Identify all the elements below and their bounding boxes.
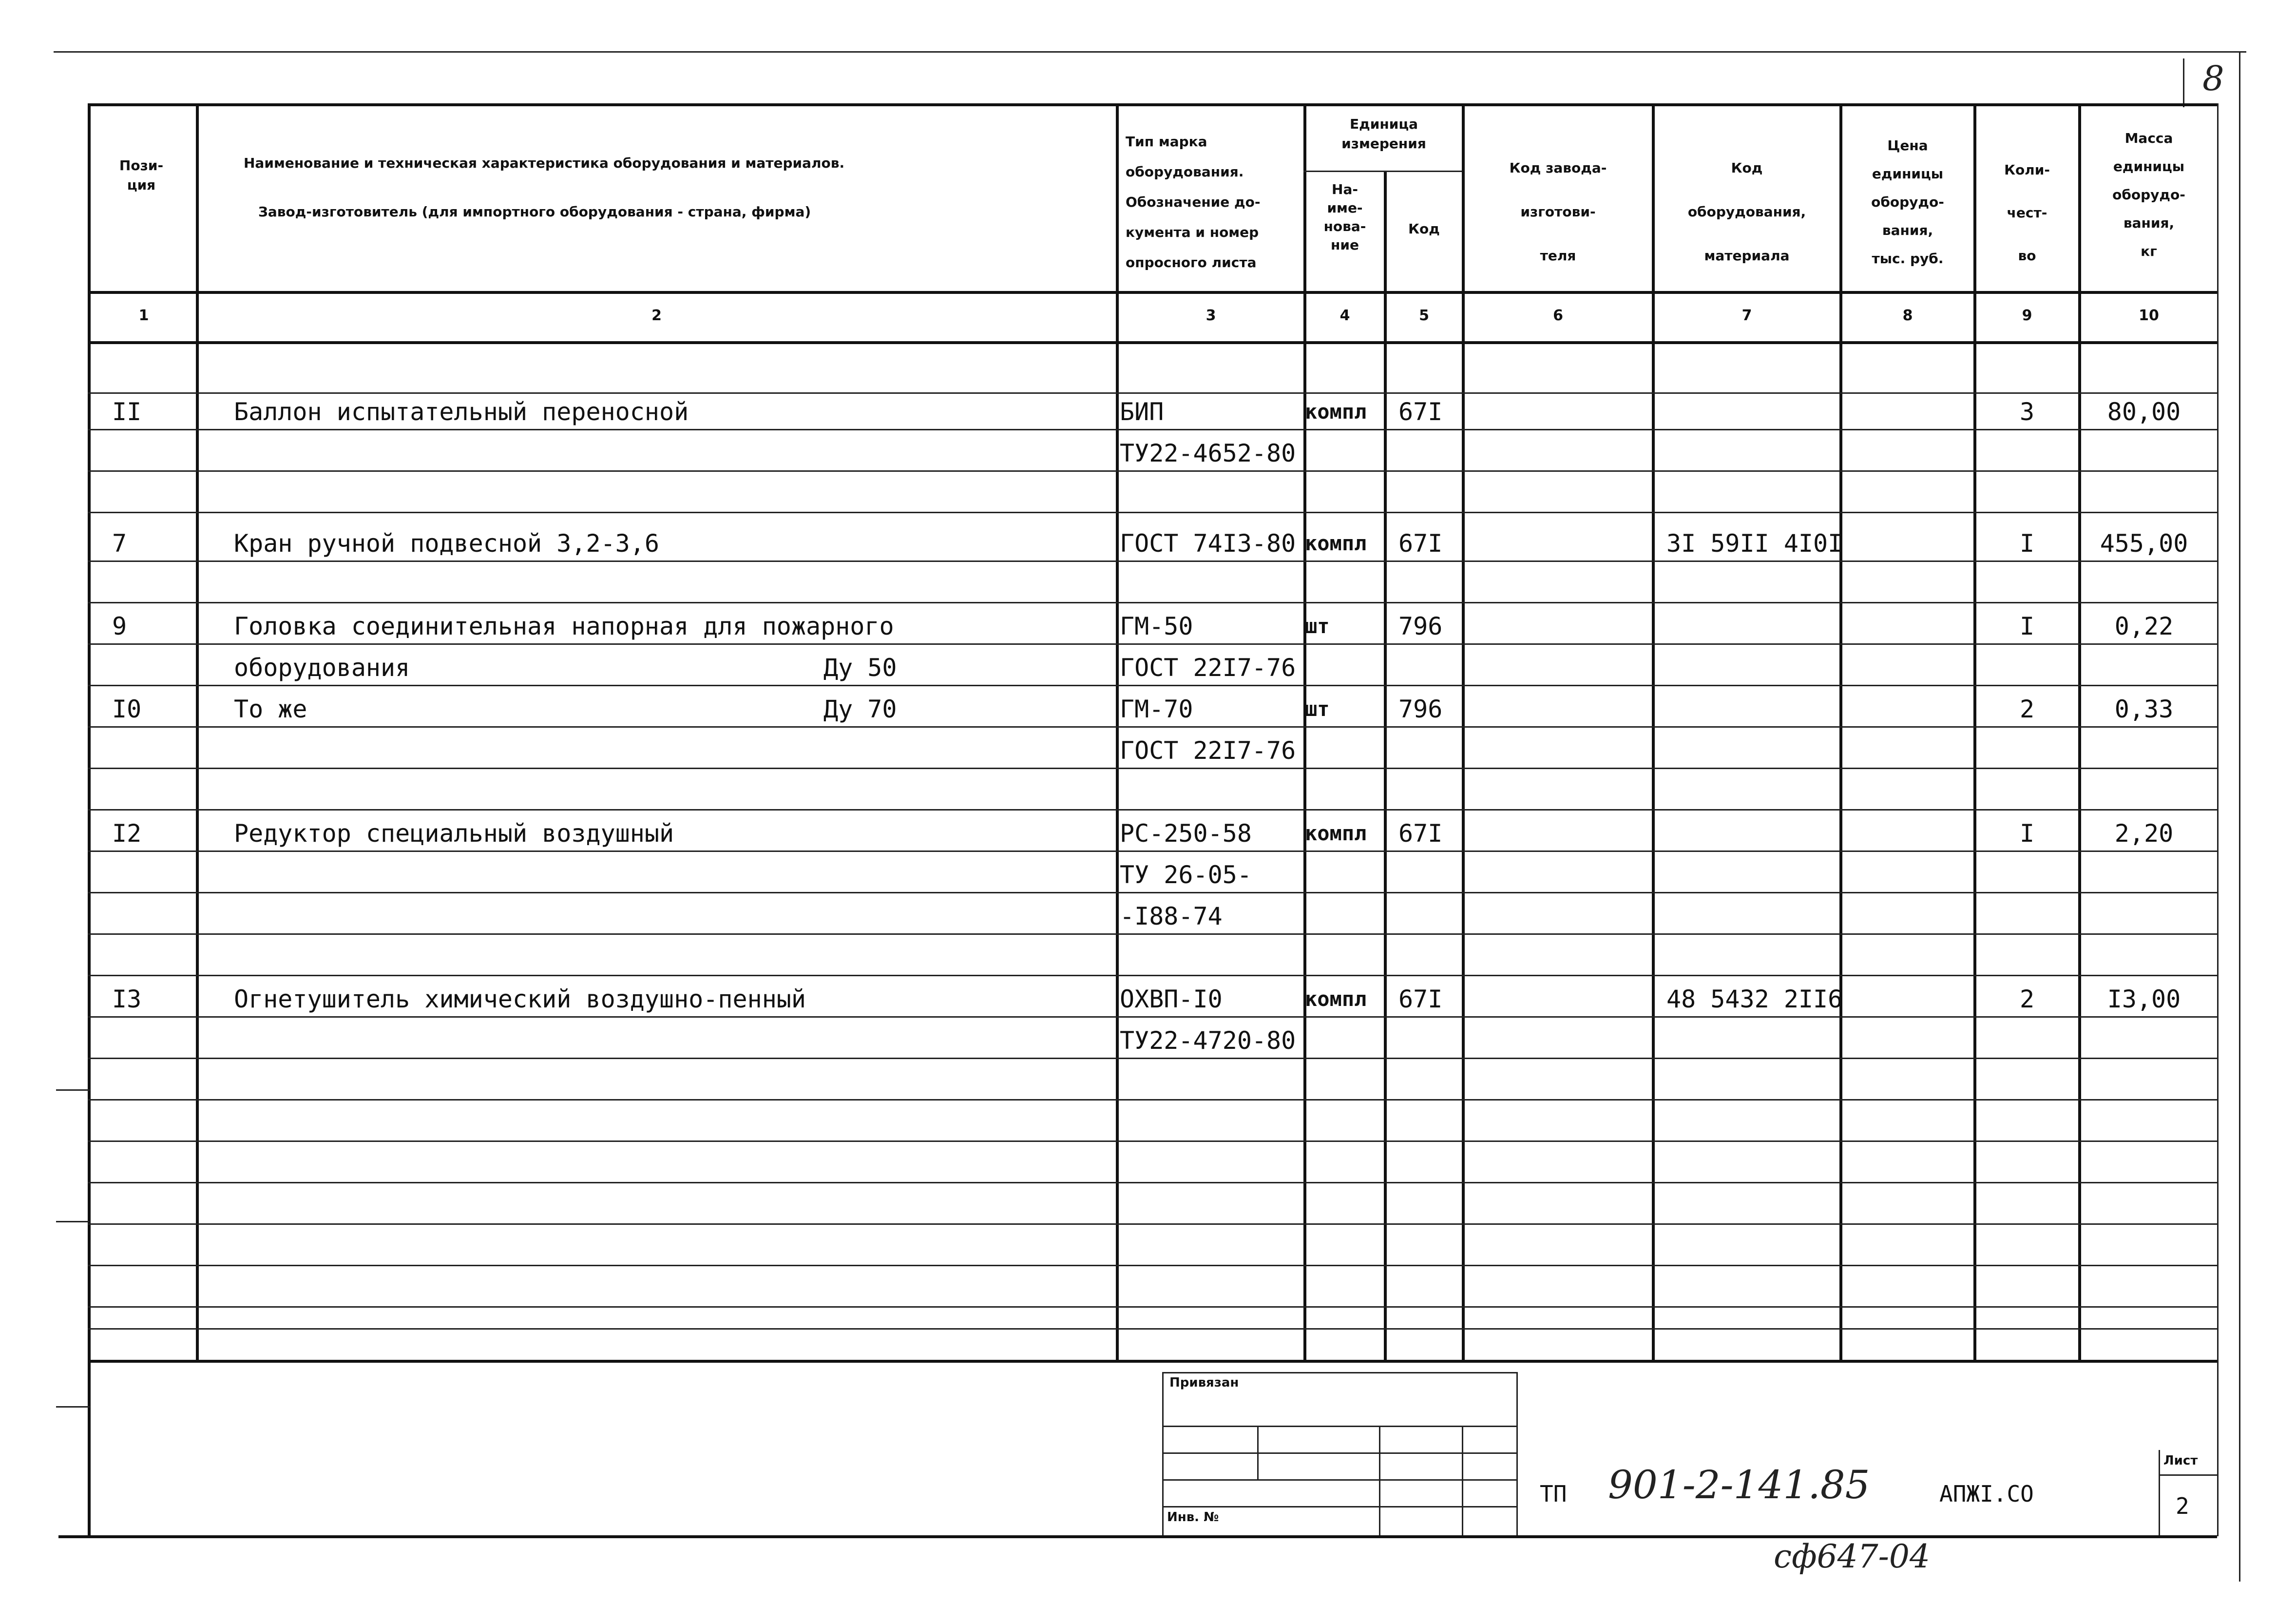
header-col5: Код (1408, 221, 1440, 237)
cell-unit-code: 67I (1398, 985, 1443, 1013)
colnum-9: 9 (2022, 307, 2032, 324)
cell-unit: шт (1305, 697, 1330, 721)
table-row-line (88, 512, 2217, 513)
header-col7: Код оборудования, материала (1687, 160, 1806, 264)
cell-position: I2 (112, 819, 142, 848)
table-left-line (88, 103, 91, 1536)
cell-type: ГОСТ 74I3-80 (1120, 529, 1296, 558)
cell-type: ГОСТ 22I7-76 (1120, 654, 1296, 682)
unit-group-line (1303, 171, 1462, 172)
privyazan-label: Привязан (1169, 1375, 1239, 1390)
cell-name-extra: Ду 70 (823, 695, 897, 723)
cell-unit: компл (1305, 987, 1367, 1011)
corner-box-left (2183, 58, 2184, 107)
header-col3: Тип марка оборудования. Обозначение до- кумента и номер опросного листа (1126, 134, 1261, 270)
privyazan-grid-v3 (1462, 1426, 1463, 1535)
table-row-line (88, 768, 2217, 769)
table-row-line (88, 429, 2217, 430)
privyazan-grid-h2 (1162, 1452, 1518, 1454)
cell-type: ТУ22-4652-80 (1120, 439, 1296, 467)
table-row-line (88, 470, 2217, 472)
cell-type: БИП (1120, 398, 1164, 426)
cell-type: ГМ-70 (1120, 695, 1193, 723)
cell-type: ГОСТ 22I7-76 (1120, 736, 1296, 765)
cell-quantity: I (2019, 612, 2035, 640)
cell-equip-code: 48 5432 2II6 (1666, 985, 1843, 1013)
cell-position: 9 (112, 612, 127, 640)
table-row-line (88, 726, 2217, 728)
colnum-4: 4 (1339, 307, 1350, 324)
table-row-line (88, 1306, 2217, 1308)
cell-equip-code: 3I 59II 4I0I (1666, 529, 1843, 558)
colnum-bottom-line (88, 341, 2217, 344)
table-row-line (88, 1140, 2217, 1142)
list-box-left (2159, 1450, 2160, 1535)
table-row-line (88, 1099, 2217, 1101)
cell-unit-code: 796 (1398, 695, 1443, 723)
colnum-10: 10 (2139, 307, 2159, 324)
cell-unit-code: 796 (1398, 612, 1443, 640)
cell-unit-code: 67I (1398, 398, 1443, 426)
table-row-line (88, 1328, 2217, 1330)
table-row-line (88, 1058, 2217, 1059)
table-row-line (88, 850, 2217, 852)
right-frame-line (2239, 51, 2240, 1582)
header-col1: Пози- ция (119, 157, 164, 193)
colnum-3: 3 (1205, 307, 1216, 324)
cell-mass: 455,00 (2100, 529, 2188, 558)
colnum-2: 2 (651, 307, 662, 324)
cell-position: I3 (112, 985, 142, 1013)
cell-type: ТУ22-4720-80 (1120, 1026, 1296, 1055)
privyazan-grid-v1 (1257, 1426, 1259, 1479)
left-margin-tick (56, 1406, 90, 1408)
cell-name-extra: Ду 50 (823, 654, 897, 682)
doc-code: АПЖI.СО (1939, 1481, 2034, 1507)
table-row-line (88, 560, 2217, 562)
cell-type: ОХВП-I0 (1120, 985, 1223, 1013)
header-col4: На- име- нова- ние (1323, 181, 1366, 253)
privyazan-top (1162, 1372, 1518, 1373)
table-row-line (88, 1265, 2217, 1266)
cell-unit: компл (1305, 821, 1367, 845)
project-number: 901-2-141.85 (1608, 1462, 1870, 1507)
colnum-1: 1 (138, 307, 149, 324)
table-row-line (88, 1223, 2217, 1225)
cell-name: Головка соединительная напорная для пожарного (234, 612, 894, 640)
cell-unit: компл (1305, 400, 1367, 424)
cell-name: оборудования (234, 654, 410, 682)
cell-type: ТУ 26-05- (1120, 861, 1252, 889)
top-border-line (54, 51, 2246, 53)
privyazan-grid-v2 (1379, 1426, 1380, 1535)
cell-position: I0 (112, 695, 142, 723)
table-row-line (88, 685, 2217, 686)
colnum-6: 6 (1553, 307, 1563, 324)
cell-unit: компл (1305, 531, 1367, 555)
header-col2-line1: Наименование и техническая характеристика оборудования и материалов. (244, 155, 845, 171)
table-row-line (88, 975, 2217, 976)
table-right-line (2217, 103, 2219, 1536)
cell-type: ГМ-50 (1120, 612, 1193, 640)
header-col9: Коли- чест- во (2004, 162, 2050, 264)
colnum-7: 7 (1741, 307, 1752, 324)
left-margin-tick (56, 1221, 90, 1222)
cell-name: Кран ручной подвесной 3,2-3,6 (234, 529, 659, 558)
left-margin-tick (56, 1089, 90, 1091)
sheet-corner-number: 8 (2202, 58, 2224, 98)
cell-quantity: 2 (2019, 695, 2035, 723)
cell-position: 7 (112, 529, 127, 558)
header-col6: Код завода- изготови- теля (1509, 160, 1607, 264)
stamp-top-line (88, 1360, 2217, 1363)
table-row-line (88, 392, 2217, 394)
colnum-8: 8 (1902, 307, 1913, 324)
cell-name: Баллон испытательный переносной (234, 398, 689, 426)
header-bottom-line (88, 291, 2217, 294)
cell-unit: шт (1305, 614, 1330, 638)
cell-type: -I88-74 (1120, 902, 1223, 930)
cell-mass: 0,22 (2114, 612, 2174, 640)
table-row-line (88, 809, 2217, 811)
cell-quantity: I (2019, 819, 2035, 848)
cell-position: II (112, 398, 142, 426)
table-row-line (88, 933, 2217, 935)
list-box-mid (2159, 1474, 2217, 1476)
col-divider-4 (1384, 171, 1387, 1360)
colnum-5: 5 (1419, 307, 1429, 324)
tp-label: ТП (1540, 1481, 1567, 1507)
cell-name: То же (234, 695, 307, 723)
table-row-line (88, 602, 2217, 603)
cell-quantity: 2 (2019, 985, 2035, 1013)
cell-name: Огнетушитель химический воздушно-пенный (234, 985, 806, 1013)
list-label: Лист (2163, 1453, 2198, 1468)
table-row-line (88, 643, 2217, 645)
table-top-line (88, 103, 2217, 106)
bottom-handwritten-note: сф647-04 (1774, 1538, 1930, 1575)
cell-unit-code: 67I (1398, 529, 1443, 558)
cell-mass: 80,00 (2107, 398, 2181, 426)
cell-quantity: 3 (2019, 398, 2035, 426)
cell-name: Редуктор специальный воздушный (234, 819, 674, 848)
header-col10: Масса единицы оборудо- вания, кг (2112, 130, 2185, 259)
header-col8: Цена единицы оборудо- вания, тыс. руб. (1871, 137, 1944, 267)
table-row-line (88, 1182, 2217, 1183)
cell-quantity: I (2019, 529, 2035, 558)
cell-mass: I3,00 (2107, 985, 2181, 1013)
table-row-line (88, 892, 2217, 893)
header-unit-group: Единица измерения (1341, 116, 1426, 152)
inv-no-label: Инв. № (1167, 1510, 1219, 1525)
cell-unit-code: 67I (1398, 819, 1443, 848)
cell-mass: 2,20 (2114, 819, 2174, 848)
table-row-line (88, 1016, 2217, 1018)
list-number: 2 (2176, 1493, 2189, 1519)
privyazan-grid-h3 (1162, 1479, 1518, 1481)
header-col2-line2: Завод-изготовитель (для импортного оборудования - страна, фирма) (258, 204, 811, 220)
privyazan-grid-h1 (1162, 1426, 1518, 1427)
cell-mass: 0,33 (2114, 695, 2174, 723)
cell-type: РС-250-58 (1120, 819, 1252, 848)
privyazan-grid-h4 (1162, 1506, 1518, 1507)
